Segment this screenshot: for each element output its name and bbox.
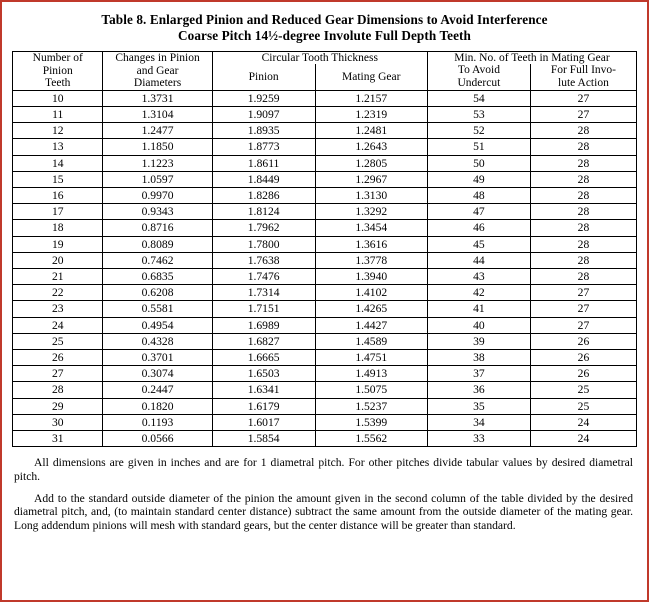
- table-row: [13, 350, 637, 366]
- table-cell: 28: [530, 155, 636, 171]
- table-cell: 1.1223: [103, 155, 212, 171]
- table-cell: 28: [530, 171, 636, 187]
- table-cell: 28: [530, 123, 636, 139]
- table-cell: 45: [427, 236, 530, 252]
- table-cell: 17: [13, 204, 103, 220]
- table-cell: 15: [13, 171, 103, 187]
- table-cell: 0.3074: [103, 366, 212, 382]
- table-row: [13, 252, 637, 268]
- table-row: [13, 431, 637, 447]
- table-cell: 1.8449: [212, 171, 315, 187]
- table-cell: 1.5399: [315, 414, 427, 430]
- table-cell: 52: [427, 123, 530, 139]
- table-cell: 37: [427, 366, 530, 382]
- table-cell: 0.9343: [103, 204, 212, 220]
- table-cell: 42: [427, 285, 530, 301]
- table-cell: 1.2643: [315, 139, 427, 155]
- table-cell: 0.4954: [103, 317, 212, 333]
- table-cell: 49: [427, 171, 530, 187]
- table-cell: 12: [13, 123, 103, 139]
- table-cell: 1.2967: [315, 171, 427, 187]
- table-row: [13, 236, 637, 252]
- table-cell: 28: [530, 252, 636, 268]
- table-cell: 51: [427, 139, 530, 155]
- table-row: [13, 139, 637, 155]
- table-cell: 1.7638: [212, 252, 315, 268]
- group-header-min-teeth-mating-gear: Min. No. of Teeth in Mating Gear: [427, 52, 636, 65]
- table-cell: 1.8773: [212, 139, 315, 155]
- table-row: [13, 123, 637, 139]
- table-cell: 0.9970: [103, 188, 212, 204]
- table-cell: 0.2447: [103, 382, 212, 398]
- table-cell: 18: [13, 220, 103, 236]
- table-cell: 13: [13, 139, 103, 155]
- table-row: [13, 366, 637, 382]
- table-cell: 1.0597: [103, 171, 212, 187]
- table-row: [13, 382, 637, 398]
- column-header-diameter-changes-l2: and Gear: [136, 64, 179, 77]
- table-cell: 28: [530, 188, 636, 204]
- table-cell: 0.0566: [103, 431, 212, 447]
- table-cell: 44: [427, 252, 530, 268]
- table-cell: 1.2477: [103, 123, 212, 139]
- table-row: [13, 106, 637, 122]
- table-cell: 1.3616: [315, 236, 427, 252]
- table-cell: 1.2805: [315, 155, 427, 171]
- table-cell: 28: [530, 139, 636, 155]
- table-body: [13, 90, 637, 446]
- note-addendum: Add to the standard outside diameter of the pinion the amount given in the second column of the table divided by the desired diametral pitch, and, (to maintain standard center distance) subtract the same amount from the outside diameter of the mating gear. Long addendum pinions will mesh with standard gears, but the center distance will be greater than standard.: [14, 492, 633, 532]
- table-cell: 1.3130: [315, 188, 427, 204]
- group-header-circular-tooth-thickness: Circular Tooth Thickness: [212, 52, 427, 65]
- table-cell: 26: [13, 350, 103, 366]
- table-cell: 28: [530, 236, 636, 252]
- table-cell: 1.6341: [212, 382, 315, 398]
- table-cell: 1.6017: [212, 414, 315, 430]
- table-cell: 41: [427, 301, 530, 317]
- table-cell: 25: [13, 333, 103, 349]
- table-cell: 0.6208: [103, 285, 212, 301]
- table-cell: 1.5854: [212, 431, 315, 447]
- table-cell: 0.1193: [103, 414, 212, 430]
- table-cell: 47: [427, 204, 530, 220]
- table-cell: 20: [13, 252, 103, 268]
- table-cell: 35: [427, 398, 530, 414]
- table-cell: 27: [530, 301, 636, 317]
- table-cell: 1.4751: [315, 350, 427, 366]
- table-cell: 0.1820: [103, 398, 212, 414]
- column-header-to-avoid-undercut-l1: To Avoid: [457, 64, 500, 77]
- table-cell: 1.3454: [315, 220, 427, 236]
- column-header-pinion-teeth-l3: Teeth: [45, 77, 71, 90]
- table-cell: 1.2319: [315, 106, 427, 122]
- table-cell: 50: [427, 155, 530, 171]
- table-row: [13, 155, 637, 171]
- column-header-full-involute-action-l2: lute Action: [558, 76, 609, 89]
- table-cell: 1.3940: [315, 269, 427, 285]
- table-cell: 54: [427, 90, 530, 106]
- column-header-pinion-teeth-l2: Pinion: [42, 64, 73, 77]
- table-cell: 1.8611: [212, 155, 315, 171]
- table-row: [13, 333, 637, 349]
- table-row: [13, 398, 637, 414]
- table-row: [13, 317, 637, 333]
- table-cell: 0.6835: [103, 269, 212, 285]
- column-header-pinion-teeth: [13, 52, 103, 91]
- table-cell: 1.3731: [103, 90, 212, 106]
- table-cell: 40: [427, 317, 530, 333]
- column-header-full-involute-action-l1: For Full Invo-: [550, 64, 617, 77]
- table-header: [13, 52, 637, 91]
- table-row: [13, 269, 637, 285]
- table-cell: 53: [427, 106, 530, 122]
- table-cell: 27: [530, 285, 636, 301]
- table-cell: 1.4265: [315, 301, 427, 317]
- table-cell: 1.8124: [212, 204, 315, 220]
- table-cell: 1.7151: [212, 301, 315, 317]
- table-cell: 1.2481: [315, 123, 427, 139]
- table-cell: 33: [427, 431, 530, 447]
- column-header-pinion-teeth-l1: Number of: [32, 52, 83, 64]
- table-cell: 23: [13, 301, 103, 317]
- table-cell: 24: [530, 431, 636, 447]
- table-cell: 1.6827: [212, 333, 315, 349]
- table-cell: 1.5075: [315, 382, 427, 398]
- table-cell: 48: [427, 188, 530, 204]
- table-row: [13, 220, 637, 236]
- table-cell: 28: [13, 382, 103, 398]
- gear-dimensions-table: [12, 51, 637, 447]
- table-cell: 1.3292: [315, 204, 427, 220]
- table-cell: 26: [530, 366, 636, 382]
- column-header-mating-gear: Mating Gear: [315, 64, 427, 90]
- table-cell: 1.3104: [103, 106, 212, 122]
- table-row: [13, 204, 637, 220]
- table-cell: 1.5237: [315, 398, 427, 414]
- table-cell: 21: [13, 269, 103, 285]
- column-header-to-avoid-undercut-l2: Undercut: [457, 76, 501, 89]
- table-cell: 1.7314: [212, 285, 315, 301]
- note-dimensions: All dimensions are given in inches and are for 1 diametral pitch. For other pitches divide tabular values by desired diametral pitch.: [14, 456, 633, 483]
- table-row: [13, 301, 637, 317]
- table-cell: 0.8089: [103, 236, 212, 252]
- table-cell: 1.6989: [212, 317, 315, 333]
- table-cell: 26: [530, 350, 636, 366]
- table-cell: 27: [13, 366, 103, 382]
- header-row-top: [13, 52, 637, 65]
- table-cell: 1.4102: [315, 285, 427, 301]
- column-header-diameter-changes: [103, 52, 212, 91]
- table-cell: 1.2157: [315, 90, 427, 106]
- column-header-diameter-changes-l3: Diameters: [133, 77, 182, 90]
- table-cell: 28: [530, 204, 636, 220]
- table-cell: 24: [13, 317, 103, 333]
- table-cell: 0.7462: [103, 252, 212, 268]
- table-row: [13, 285, 637, 301]
- table-cell: 1.6503: [212, 366, 315, 382]
- table-notes: [12, 456, 637, 532]
- table-cell: 1.4427: [315, 317, 427, 333]
- table-cell: 36: [427, 382, 530, 398]
- table-cell: 1.4589: [315, 333, 427, 349]
- table-title-line1: Table 8. Enlarged Pinion and Reduced Gear Dimensions to Avoid Interference: [101, 12, 548, 27]
- table-row: [13, 171, 637, 187]
- table-cell: 1.5562: [315, 431, 427, 447]
- table-cell: 16: [13, 188, 103, 204]
- table-cell: 46: [427, 220, 530, 236]
- column-header-diameter-changes-l1: Changes in Pinion: [115, 52, 200, 64]
- table-cell: 31: [13, 431, 103, 447]
- table-cell: 27: [530, 106, 636, 122]
- table-cell: 0.4328: [103, 333, 212, 349]
- table-cell: 10: [13, 90, 103, 106]
- table-cell: 1.7800: [212, 236, 315, 252]
- table-cell: 30: [13, 414, 103, 430]
- table-cell: 11: [13, 106, 103, 122]
- column-header-to-avoid-undercut: [427, 64, 530, 90]
- table-row: [13, 188, 637, 204]
- table-cell: 28: [530, 220, 636, 236]
- table-cell: 24: [530, 414, 636, 430]
- table-cell: 1.7476: [212, 269, 315, 285]
- table-cell: 25: [530, 382, 636, 398]
- table-cell: 1.9097: [212, 106, 315, 122]
- table-title: [12, 12, 637, 44]
- table-cell: 27: [530, 317, 636, 333]
- table-cell: 1.3778: [315, 252, 427, 268]
- table-cell: 0.5581: [103, 301, 212, 317]
- table-cell: 34: [427, 414, 530, 430]
- column-header-pinion: Pinion: [212, 64, 315, 90]
- table-cell: 1.6179: [212, 398, 315, 414]
- table-cell: 43: [427, 269, 530, 285]
- table-cell: 1.4913: [315, 366, 427, 382]
- table-cell: 1.8935: [212, 123, 315, 139]
- table-cell: 27: [530, 90, 636, 106]
- table-cell: 1.1850: [103, 139, 212, 155]
- table-cell: 26: [530, 333, 636, 349]
- table-cell: 1.9259: [212, 90, 315, 106]
- table-row: [13, 414, 637, 430]
- table-title-line2: Coarse Pitch 14½-degree Involute Full Depth Teeth: [178, 28, 471, 43]
- table-cell: 22: [13, 285, 103, 301]
- table-cell: 19: [13, 236, 103, 252]
- table-cell: 1.7962: [212, 220, 315, 236]
- table-cell: 29: [13, 398, 103, 414]
- table-cell: 39: [427, 333, 530, 349]
- column-header-full-involute-action: [530, 64, 636, 90]
- table-cell: 1.6665: [212, 350, 315, 366]
- table-cell: 0.8716: [103, 220, 212, 236]
- table-cell: 0.3701: [103, 350, 212, 366]
- table-cell: 25: [530, 398, 636, 414]
- table-cell: 1.8286: [212, 188, 315, 204]
- table-cell: 38: [427, 350, 530, 366]
- table-cell: 28: [530, 269, 636, 285]
- table-cell: 14: [13, 155, 103, 171]
- table-row: [13, 90, 637, 106]
